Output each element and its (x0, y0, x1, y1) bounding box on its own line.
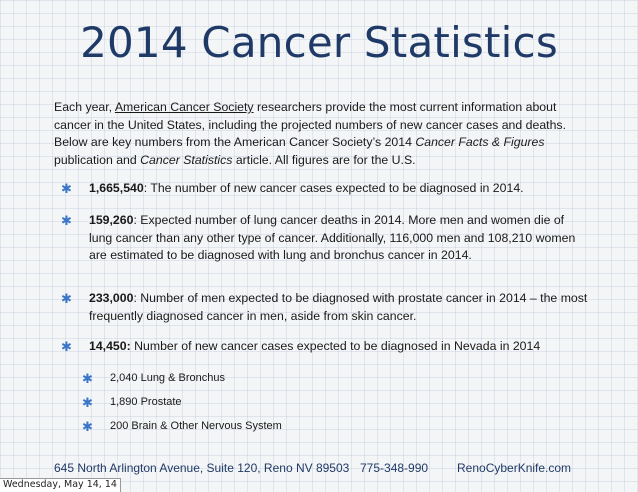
bullet-item (60, 338, 590, 356)
asterisk-bullet-icon: ✱ (61, 181, 72, 196)
intro-em-cancer-statistics: Cancer Statistics (140, 152, 233, 167)
intro-text-4: article. All figures are for the U.S. (232, 152, 416, 167)
bullet-description: : Number of men expected to be diagnosed with prostate cancer in 2014 – the most frequently diagnosed cancer in men, aside from skin cancer. (89, 291, 588, 323)
bullet-text (89, 180, 524, 198)
bullet-description: Number of new cancer cases expected to be diagnosed in Nevada in 2014 (130, 339, 541, 353)
intro-text-3: publication and (54, 152, 141, 167)
bullet-value: 1,665,540 (89, 181, 144, 195)
sub-bullet-text: 200 Brain & Other Nervous System (110, 420, 282, 432)
bullet-value: 233,000 (89, 291, 134, 305)
bullet-text (89, 290, 590, 325)
bullet-item (60, 180, 590, 198)
intro-text-2: researchers provide the most current information about cancer in the United States, including the projected numbers of new cancer cases and deaths. Below are key numbers from the American Cancer Society’s 2014 (54, 100, 566, 149)
asterisk-bullet-icon: ✱ (82, 395, 93, 410)
intro-text-1: Each year, (54, 100, 115, 114)
bullet-item (60, 290, 590, 325)
sub-bullet-text: 2,040 Lung & Bronchus (110, 372, 225, 384)
sub-bullet-item (81, 370, 441, 388)
footer (54, 461, 614, 475)
bullet-item (60, 212, 590, 265)
footer-phone: 775-348-990 (360, 461, 429, 475)
footer-address: 645 North Arlington Avenue, Suite 120, Reno NV 89503 (54, 461, 350, 475)
bullet-description: : Expected number of lung cancer deaths in 2014. More men and women die of lung cancer than any other type of cancer. Additionally, 116,000 men and 108,210 women are estimated to be diagnosed with lung and bronchus cancer in 2014. (89, 213, 576, 262)
sub-bullet-item (81, 418, 441, 436)
asterisk-bullet-icon: ✱ (61, 339, 72, 354)
timestamp: Wednesday, May 14, 14 (0, 478, 121, 492)
intro-paragraph (54, 99, 574, 169)
asterisk-bullet-icon: ✱ (61, 291, 72, 306)
sub-bullet-item (81, 394, 441, 412)
asterisk-bullet-icon: ✱ (61, 213, 72, 228)
bullet-value: 159,260 (89, 213, 134, 227)
asterisk-bullet-icon: ✱ (82, 419, 93, 434)
bullet-text (89, 212, 590, 265)
american-cancer-society-link[interactable]: American Cancer Society (114, 100, 254, 114)
intro-em-facts-figures: Cancer Facts & Figures (415, 135, 545, 149)
footer-website[interactable]: RenoCyberKnife.com (457, 461, 572, 475)
slide-title: 2014 Cancer Statistics (80, 18, 558, 67)
bullet-text (89, 338, 540, 356)
bullet-description: : The number of new cancer cases expected to be diagnosed in 2014. (143, 181, 524, 195)
bullet-value: 14,450: (89, 339, 131, 353)
sub-bullet-text: 1,890 Prostate (110, 396, 182, 408)
asterisk-bullet-icon: ✱ (82, 371, 93, 386)
